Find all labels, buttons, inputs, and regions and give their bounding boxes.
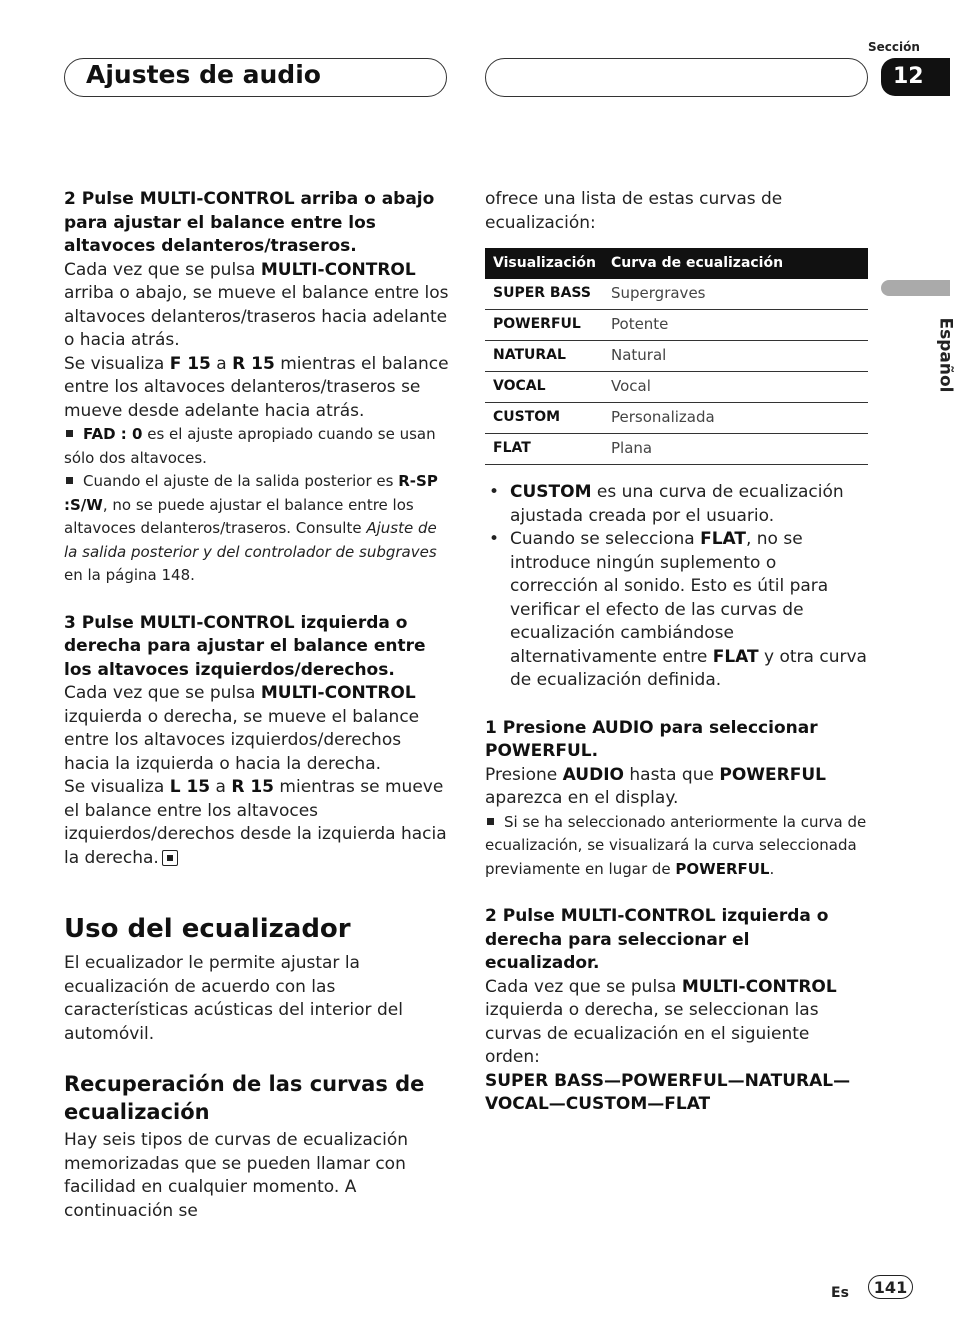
recall-text: Hay seis tipos de curvas de ecualización memorizadas que se pueden llamar con facilidad en cualquier momento. A continuación se (64, 1130, 408, 1221)
step-2-heading: 2 Pulse MULTI-CONTROL arriba o abajo para ajustar el balance entre los altavoces delanteros/traseros. (64, 189, 435, 256)
text: Cada vez que se pulsa (485, 976, 682, 997)
left-column (64, 188, 449, 870)
display-cell: NATURAL (485, 341, 603, 372)
step-1-paragraph (485, 764, 868, 811)
note-square-icon (66, 477, 73, 484)
table-row (485, 310, 868, 341)
curve-notes-list (485, 481, 868, 693)
language-tab-label: Español (935, 317, 956, 393)
note-square-icon (487, 818, 494, 825)
text-bold: FAD : 0 (83, 425, 143, 443)
text-bold: FLAT (700, 529, 746, 549)
recall-title: Recuperación de las curvas de ecualización (64, 1072, 425, 1124)
text: arriba o abajo, se mueve el balance entre los altavoces delanteros/traseros hacia adelante o hacia atrás. (64, 283, 449, 350)
text: en la página 148. (64, 566, 195, 584)
list-item (485, 481, 868, 528)
curve-cell: Vocal (603, 372, 868, 403)
text: es el ajuste apropiado cuando se usan sólo dos altavoces. (64, 425, 436, 467)
table-row (485, 372, 868, 403)
step-3-paragraph-2 (64, 776, 449, 870)
text: , no se introduce ningún suplemento o corrección al sonido. Esto es útil para verificar el efecto de las curvas de ecualización cambiándose alternativamente entre (510, 529, 829, 667)
text-bold: POWERFUL (719, 764, 826, 785)
spacer (485, 881, 868, 905)
curve-cell: Personalizada (603, 403, 868, 434)
curve-cell: Potente (603, 310, 868, 341)
text: Cada vez que se pulsa (64, 683, 261, 703)
end-mark-icon (162, 850, 178, 866)
text-bold: R-SP :S/W (64, 472, 438, 514)
step-2-note-2 (64, 470, 449, 588)
display-cell: SUPER BASS (485, 279, 603, 310)
text-bold: CUSTOM (510, 482, 592, 502)
text: Cuando el ajuste de la salida posterior es (83, 472, 399, 490)
text: aparezca en el display. (485, 788, 679, 808)
text-bold: L 15 (169, 777, 211, 797)
step-2-select-paragraph (485, 976, 868, 1070)
display-cell: FLAT (485, 434, 603, 465)
text: Se visualiza (64, 777, 170, 797)
text: Presione (485, 764, 563, 785)
text-bold: R 15 (231, 777, 275, 797)
text: Se visualiza (64, 353, 170, 374)
spacer (64, 588, 449, 612)
text: , no se puede ajustar el balance entre los altavoces delanteros/traseros. Consulte (64, 495, 414, 537)
eq-section (64, 914, 449, 1046)
curves-intro: ofrece una lista de estas curvas de ecualización: (485, 189, 783, 233)
table-row (485, 279, 868, 310)
text-bold: R 15 (232, 353, 275, 374)
table-header-display: Visualización (485, 248, 603, 279)
text: y otra curva de ecualización definida. (510, 646, 867, 690)
table-row (485, 434, 868, 465)
display-cell: POWERFUL (485, 310, 603, 341)
curve-cell: Natural (603, 341, 868, 372)
footer-language: Es (831, 1285, 849, 1301)
text-bold: AUDIO (562, 764, 624, 785)
text-bold: MULTI-CONTROL (681, 976, 837, 997)
language-tab-marker (881, 280, 950, 296)
text: Cada vez que se pulsa (64, 259, 261, 280)
list-item (485, 528, 868, 693)
table-header-curve: Curva de ecualización (603, 248, 868, 279)
text: Si se ha seleccionado anteriormente la curva de ecualización, se visualizará la curva seleccionada previamente en lugar de (485, 812, 867, 878)
text-bold: F 15 (169, 353, 211, 374)
page-title: Ajustes de audio (86, 60, 321, 89)
table-row (485, 341, 868, 372)
spacer (485, 693, 868, 717)
display-cell: CUSTOM (485, 403, 603, 434)
step-2-paragraph-1 (64, 259, 449, 353)
eq-intro: El ecualizador le permite ajustar la ecualización de acuerdo con las características acústicas del interior del automóvil. (64, 953, 403, 1044)
text: mientras se mueve el balance entre los altavoces izquierdos/derechos desde la izquierda hacia la derecha. (64, 777, 447, 868)
section-label: Sección (868, 40, 920, 54)
step-2-select-heading: 2 Pulse MULTI-CONTROL izquierda o derecha para seleccionar el ecualizador. (485, 906, 829, 973)
header-blank-frame (485, 58, 868, 97)
eq-curves-table (485, 248, 868, 465)
curve-cell: Plana (603, 434, 868, 465)
page-number: 141 (868, 1275, 913, 1299)
right-column (485, 188, 868, 1117)
table-row (485, 403, 868, 434)
section-number: 12 (881, 58, 950, 96)
text: es una curva de ecualización ajustada creada por el usuario. (510, 482, 844, 526)
text: a (210, 353, 233, 374)
text: izquierda o derecha, se mueve el balance entre los altavoces izquierdos/derechos hacia la izquierda o hacia la derecha. (64, 706, 420, 774)
step-1-note (485, 811, 868, 882)
text-bold: MULTI-CONTROL (260, 259, 416, 280)
curve-cell: Supergraves (603, 279, 868, 310)
step-2-paragraph-2 (64, 353, 449, 424)
cross-reference: Ajuste de la salida posterior y del controlador de subgraves (64, 519, 437, 561)
note-square-icon (66, 430, 73, 437)
text-bold: POWERFUL (675, 859, 770, 878)
text: a (210, 777, 232, 797)
text: . (769, 859, 775, 878)
step-2-note-1 (64, 423, 449, 470)
text: izquierda o derecha, se seleccionan las curvas de ecualización en el siguiente orden: (485, 1000, 819, 1067)
text-bold: MULTI-CONTROL (260, 683, 416, 703)
eq-section-title: Uso del ecualizador (64, 914, 351, 944)
text-bold: FLAT (712, 646, 759, 667)
text: Cuando se selecciona (510, 529, 701, 549)
recall-section (64, 1070, 449, 1223)
step-3-heading: 3 Pulse MULTI-CONTROL izquierda o derecha para ajustar el balance entre los altavoces izquierdos/derechos. (64, 612, 426, 680)
display-cell: VOCAL (485, 372, 603, 403)
text: mientras el balance entre los altavoces delanteros/traseros se mueve desde adelante hacia atrás. (64, 353, 449, 421)
step-3-paragraph-1 (64, 682, 449, 776)
step-1-heading: 1 Presione AUDIO para seleccionar POWERFUL. (485, 717, 818, 761)
text: hasta que (623, 764, 720, 785)
table-header-row (485, 248, 868, 279)
eq-sequence: SUPER BASS—POWERFUL—NATURAL—VOCAL—CUSTOM—FLAT (485, 1070, 851, 1114)
